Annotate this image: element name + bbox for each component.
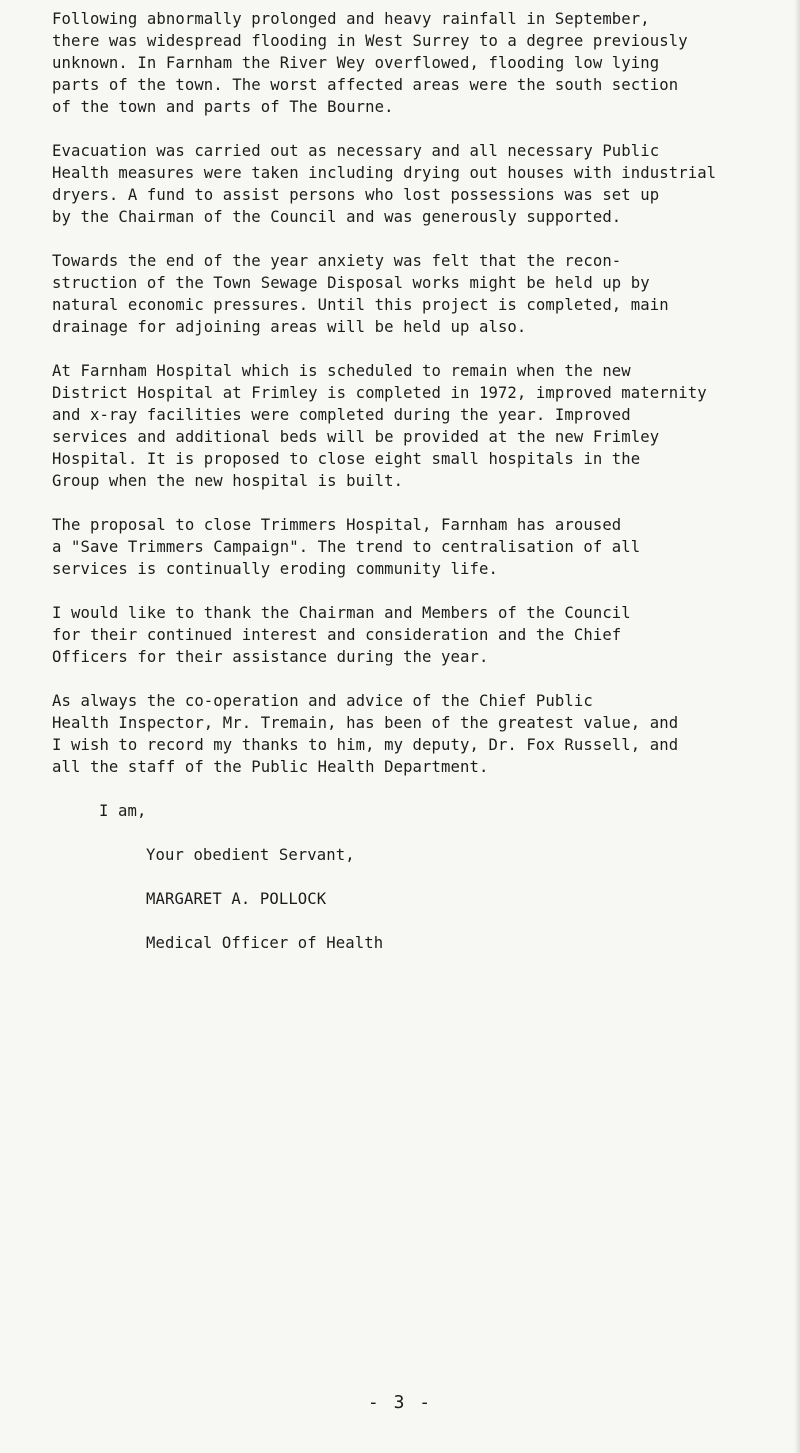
page-edge-shadow	[794, 0, 800, 1453]
page-number: - 3 -	[367, 1392, 433, 1413]
paragraph-evacuation: Evacuation was carried out as necessary and all necessary Public Health measures were taken including drying out houses with industrial dryers. A fund to assist persons who lost possessions was set up by the Chairman of the Council and was generously supported.	[52, 142, 717, 226]
signatory-title: Medical Officer of Health	[146, 934, 384, 952]
signatory-name: MARGARET A. POLLOCK	[146, 890, 327, 908]
paragraph-trimmers: The proposal to close Trimmers Hospital, Farnham has aroused a "Save Trimmers Campaign". The trend to centralisation of all services is continually eroding community life.	[52, 516, 641, 578]
paragraph-farnham-hospital: At Farnham Hospital which is scheduled to remain when the new District Hospital at Frimley is completed in 1972, improved maternity and x-ray facilities were completed during the year. Improved services and additional beds will be provided at the new Frimley Hospital. It is proposed to close eight small hospitals in the Group when the new hospital is built.	[52, 362, 707, 490]
paragraph-thanks-council: I would like to thank the Chairman and Members of the Council for their continued interest and consideration and the Chief Officers for their assistance during the year.	[52, 604, 631, 666]
closing-greeting: I am,	[99, 802, 147, 820]
paragraph-thanks-staff: As always the co-operation and advice of the Chief Public Health Inspector, Mr. Tremain, has been of the greatest value, and I wish to record my thanks to him, my deputy, Dr. Fox Russell, and all the staff of the Public Health Department.	[52, 692, 679, 776]
paragraph-sewage: Towards the end of the year anxiety was felt that the recon- struction of the Town Sewage Disposal works might be held up by natural economic pressures. Until this project is completed, main drainage for adjoining areas will be held up also.	[52, 252, 669, 336]
paragraph-flooding: Following abnormally prolonged and heavy rainfall in September, there was widespread flooding in West Surrey to a degree previously unknown. In Farnham the River Wey overflowed, flooding low lying parts of the town. The worst affected areas were the south section of the town and parts of The Bourne.	[52, 10, 688, 116]
closing-servant: Your obedient Servant,	[146, 846, 355, 864]
letter-body	[52, 8, 772, 954]
